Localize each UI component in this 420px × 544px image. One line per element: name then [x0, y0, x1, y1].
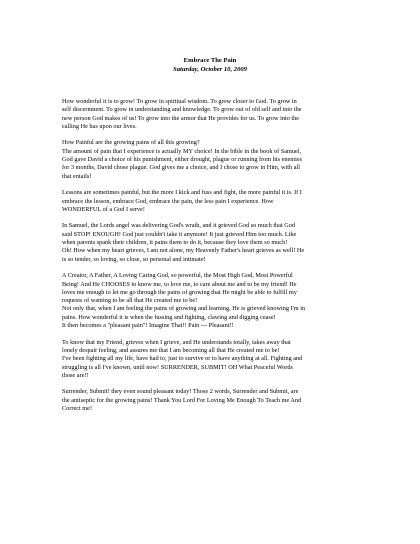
text-line: Being! And He CHOOSES to know me, to love me, to care about me and to be my friend! He: [62, 280, 297, 288]
text-line: It then becomes a "pleasant pain"! Imagine That!! Pain --- Pleasant!!: [62, 322, 234, 330]
text-line: calling He has upon our lives.: [62, 122, 137, 130]
text-line: pains. How wonderful it is when the fussing and fighting, clawing and digging cease!: [62, 313, 276, 321]
paragraph: [62, 388, 362, 413]
text-line: Lessons are sometimes painful, but the more I kick and fuss and fight, the more painful it is. If I: [62, 189, 302, 197]
text-line: Correct me!: [62, 404, 93, 412]
text-line: A Creator, A Father, A Loving Caring God, so powerful, the Most High God, Most Powerful: [62, 272, 293, 280]
text-line: self discernment. To grow in understanding and knowledge. To grow out of old self and into the: [62, 106, 302, 114]
text-line: Surrender, Submit! they even sound pleasant today! Those 2 words, Surrender and Submit, are: [62, 388, 299, 396]
text-line: God gave David a choice of his punishment, either drought, plague or running from his enemies: [62, 156, 303, 164]
title-block: [0, 56, 420, 74]
document-date: Saturday, October 10, 2009: [173, 66, 247, 73]
text-line: for 3 months, David chose plague. God gives me a choice, and I chose to grow in Him, with all: [62, 164, 300, 172]
text-line: loves me enough to let me go through the pains of growing that He might be able to fulfill my: [62, 288, 297, 296]
text-line: struggling is all I've known, until now! SURRENDER, SUBMIT! OH What Peaceful Words: [62, 363, 293, 371]
text-line: is so tender, so loving, so close, so personal and intimate!: [62, 255, 206, 263]
text-line: said STOP! ENOUGH! God just couldn't take it anymore! It just grieved Him too much. Like: [62, 230, 297, 238]
text-line: Oh! How when my heart grieves, I am not alone, my Heavenly Father's heart grieves as well! He: [62, 247, 305, 255]
paragraph: [62, 98, 362, 131]
text-line: lonely despair feeling, and assures me that I am becoming all that He created me to be!: [62, 346, 280, 354]
text-line: those are!!: [62, 371, 89, 379]
text-line: embrace the lesson, embrace God, embrace the pain, the less pain I experience. How: [62, 197, 274, 205]
text-line: requests of wanting to be all that He created me to be!: [62, 297, 198, 305]
text-line: In Samuel, the Lords angel was delivering God's wrath, and it grieved God so much that God: [62, 222, 296, 230]
paragraph: [62, 222, 362, 263]
text-line: WONDERFUL of a God I serve!: [62, 205, 145, 213]
document-body: [62, 98, 362, 422]
document-title: Embrace The Pain: [183, 57, 237, 64]
text-line: Not only that, when I am feeling the pains of growing and learning, He is grieved knowing I'm in: [62, 305, 306, 313]
paragraph: [62, 139, 362, 180]
text-line: I've been fighting all my life, have had to, just to survive or to have anything at all. Fighting and: [62, 355, 303, 363]
paragraph: [62, 339, 362, 380]
text-line: How wonderful it is to grow! To grow in spiritual wisdom. To grow closer to God. To grow in: [62, 98, 297, 105]
text-line: that entails!: [62, 172, 92, 180]
text-line: How Painful are the growing pains of all this growing?: [62, 139, 200, 147]
paragraph: [62, 189, 362, 214]
text-line: The amount of pain that I experience is actually MY choice! In the bible in the book of Samuel,: [62, 147, 302, 155]
text-line: To know that my Friend, grieves when I grieve, and He understands totally, takes away that: [62, 338, 291, 346]
text-line: the antiseptic for the growing pains! Thank You Lord For Loving Me Enough To Teach me And: [62, 396, 302, 404]
paragraph: [62, 272, 362, 330]
text-line: when parents spank their children, it pains them to do it, because they love them so much!: [62, 239, 288, 247]
text-line: new person God makes of us! To grow into the armor that He provides for us. To grow into the: [62, 114, 300, 122]
